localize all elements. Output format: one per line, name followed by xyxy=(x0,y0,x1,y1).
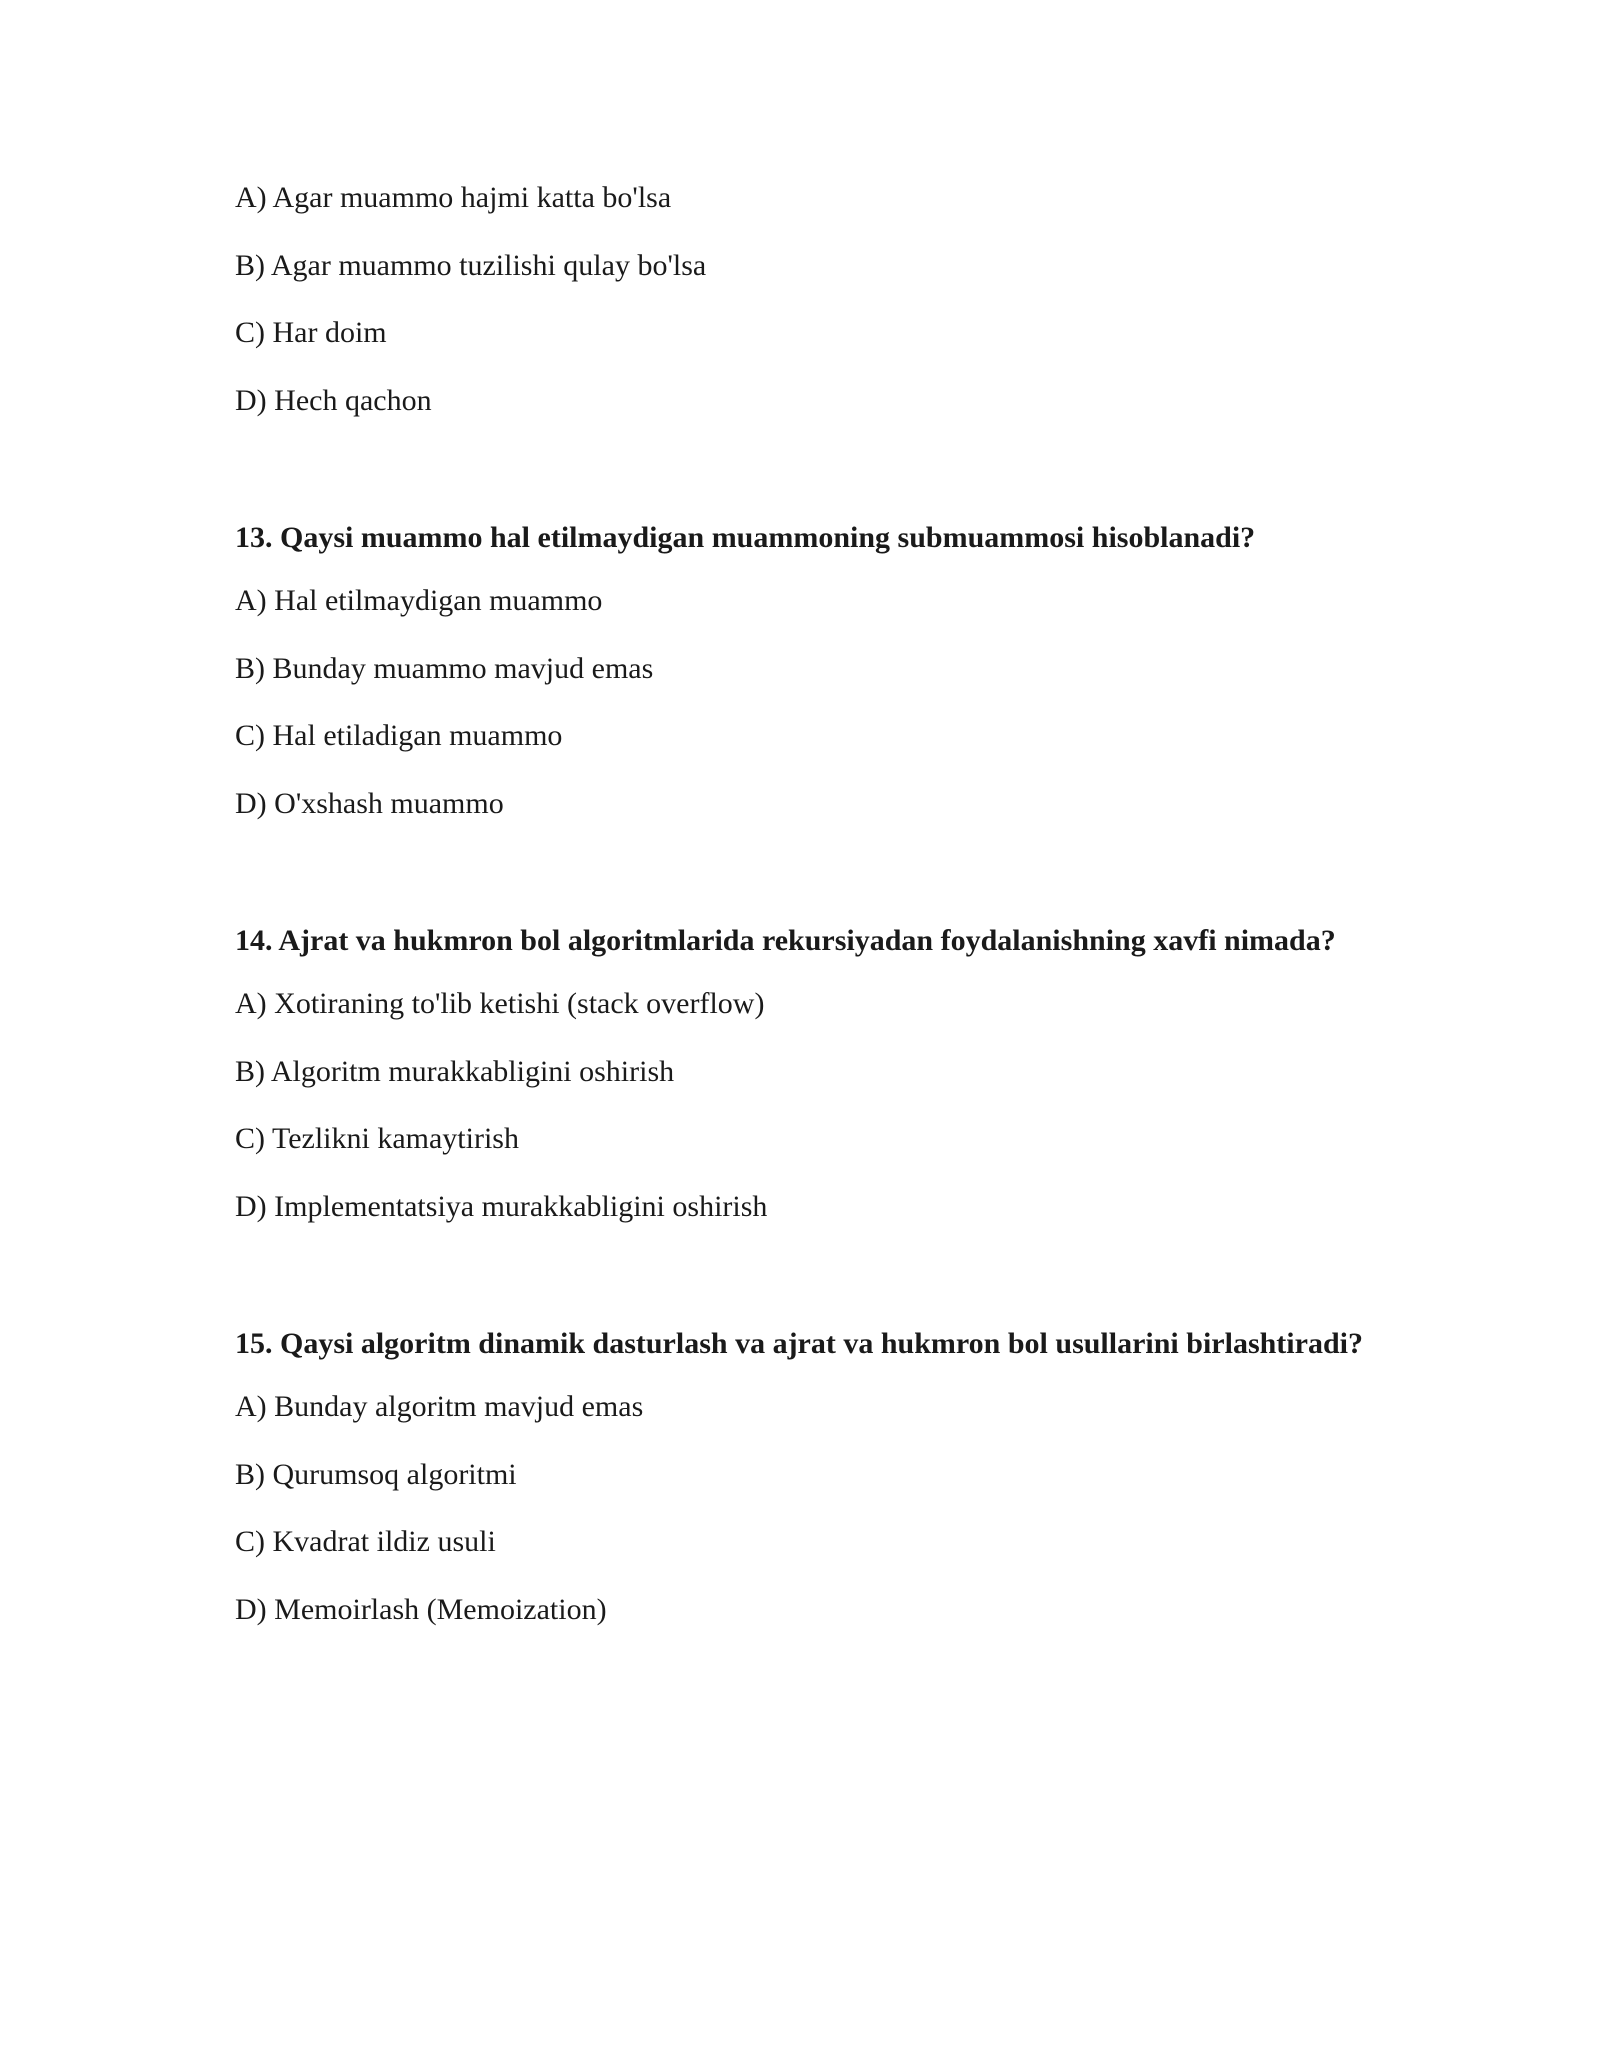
question-block-15 xyxy=(235,1323,1375,1628)
option-b: B) Bunday muammo mavjud emas xyxy=(235,651,654,685)
option-b: B) Algoritm murakkabligini oshirish xyxy=(235,1054,675,1088)
question-text: 14. Ajrat va hukmron bol algoritmlarida rekursiyadan foydalanishning xavfi nimada? xyxy=(235,924,1336,957)
question-block-14 xyxy=(235,920,1375,1225)
spacer xyxy=(235,450,1375,517)
spacer xyxy=(235,1256,1375,1323)
option-d: D) Hech qachon xyxy=(235,383,432,417)
option-d: D) O'xshash muammo xyxy=(235,786,504,820)
continued-options xyxy=(235,180,1375,419)
option-c: C) Hal etiladigan muammo xyxy=(235,719,563,752)
option-a: A) Hal etilmaydigan muammo xyxy=(235,584,603,617)
option-c: C) Tezlikni kamaytirish xyxy=(235,1122,519,1155)
option-d: D) Memoirlash (Memoization) xyxy=(235,1592,607,1626)
question-text: 15. Qaysi algoritm dinamik dasturlash va ajrat va hukmron bol usullarini birlashtiradi? xyxy=(235,1327,1363,1360)
option-a: A) Bunday algoritm mavjud emas xyxy=(235,1390,644,1423)
quiz-content xyxy=(235,180,1375,1659)
question-block-13 xyxy=(235,517,1375,822)
option-a: A) Agar muammo hajmi katta bo'lsa xyxy=(235,181,672,214)
option-b: B) Agar muammo tuzilishi qulay bo'lsa xyxy=(235,248,707,282)
option-c: C) Har doim xyxy=(235,316,387,349)
question-text: 13. Qaysi muammo hal etilmaydigan muammoning submuammosi hisoblanadi? xyxy=(235,521,1256,554)
option-d: D) Implementatsiya murakkabligini oshirish xyxy=(235,1189,768,1223)
option-c: C) Kvadrat ildiz usuli xyxy=(235,1525,496,1558)
option-a: A) Xotiraning to'lib ketishi (stack overflow) xyxy=(235,987,765,1020)
spacer xyxy=(235,853,1375,920)
option-b: B) Qurumsoq algoritmi xyxy=(235,1457,517,1491)
